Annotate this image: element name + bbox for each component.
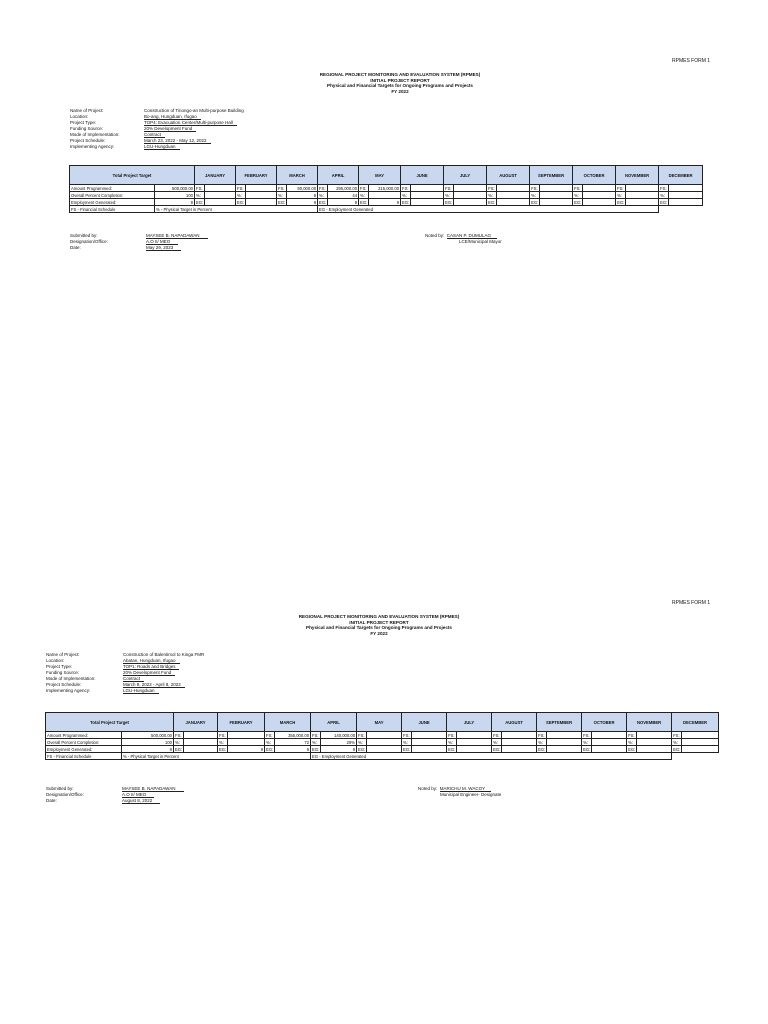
- table-row: Amount Programmed: 500,000.00 FS: FS: FS: 90,000.00 FS: 295,000.00 FS: 215,000.00 FS: FS: FS: FS: FS: FS: FS:: [70, 185, 703, 192]
- report-title: [260, 72, 540, 94]
- month-header: DECEMBER: [672, 713, 719, 732]
- info-row: Implementing Agency: LGU-Hungduan: [70, 144, 244, 150]
- targets-table: [45, 712, 719, 760]
- info-row: Project Schedule: March 9, 2022 - April 8, 2022: [46, 682, 204, 688]
- legend-eg: EG - Employment Generated: [311, 753, 672, 760]
- info-row: Funding Source: 20% Development Fund: [70, 126, 244, 132]
- info-row: Mode of Implementation: Contract: [70, 132, 244, 138]
- info-row: Mode of Implementation: Contract: [46, 676, 204, 682]
- month-header: NOVEMBER: [627, 713, 672, 732]
- title-line: INITIAL PROJECT REPORT: [370, 77, 430, 83]
- table-header-row: [70, 166, 703, 185]
- legend-fs: FS - Financial Schedule: [46, 753, 122, 760]
- month-header: OCTOBER: [582, 713, 627, 732]
- month-header: OCTOBER: [573, 166, 616, 185]
- month-header: APRIL: [311, 713, 357, 732]
- legend-pct: % - Physical Target in Percent: [155, 206, 318, 213]
- table-row: Overall Percent Completion: 100 %: %: %: 8 %: 44 %: %: %: %: %: %: %: %:: [70, 192, 703, 199]
- table-row: Employment Generated: 9 EG: EG: 9 EG: 9 EG: 9 EG: EG: EG: EG: EG: EG: EG: EG:: [46, 746, 719, 753]
- month-header: NOVEMBER: [616, 166, 659, 185]
- title-line: FY 2022: [391, 88, 409, 94]
- noted-name: MARICHU M. WACOY: [440, 786, 491, 792]
- project-info: [46, 652, 204, 694]
- title-line: INITIAL PROJECT REPORT: [349, 619, 409, 625]
- report-title: [240, 614, 518, 636]
- month-header: MAY: [357, 713, 402, 732]
- info-row: Funding Source: 20% Development Fund: [46, 670, 204, 676]
- month-header: FEBRUARY: [236, 166, 277, 185]
- title-line: Physical and Financial Targets for Ongoing Programs and Projects: [327, 83, 473, 88]
- info-row: Project Schedule: March 23, 2022 - May 12, 2022: [70, 138, 244, 144]
- info-row: Location: Abatan, Hungduan, Ifugao: [46, 658, 204, 664]
- month-header: MARCH: [277, 166, 318, 185]
- title-line: Physical and Financial Targets for Ongoing Programs and Projects: [306, 625, 452, 630]
- title-line: REGIONAL PROJECT MONITORING AND EVALUATION SYSTEM (RPMES): [319, 72, 481, 77]
- month-header: JANUARY: [174, 713, 218, 732]
- legend-row: [46, 753, 719, 760]
- noted-block: Noted by: CASAN P. DUMULAG LCE/Municipal Mayor: [425, 233, 502, 244]
- table-header-row: [46, 713, 719, 732]
- target-header: Total Project Target: [46, 713, 174, 732]
- month-header: JULY: [444, 166, 487, 185]
- form-number: RPMES FORM 1: [672, 600, 711, 606]
- legend-eg: EG - Employment Generated: [318, 206, 659, 213]
- target-header: Total Project Target: [70, 166, 195, 185]
- noted-title: Municipal Engineer- Designate: [440, 792, 502, 797]
- title-line: REGIONAL PROJECT MONITORING AND EVALUATION SYSTEM (RPMES): [298, 614, 460, 619]
- legend-pct: % - Physical Target in Percent: [122, 753, 311, 760]
- month-header: MARCH: [265, 713, 311, 732]
- month-header: AUGUST: [492, 713, 537, 732]
- info-row: Name of Project: Construction of Balentimol to Kinga FMR: [46, 652, 205, 657]
- legend-row: [70, 206, 703, 213]
- targets-table: [69, 165, 703, 213]
- title-line: FY 2022: [370, 630, 388, 636]
- month-header: FEBRUARY: [218, 713, 265, 732]
- submitted-block: Submitted by: MAYSEE B. NAPADAWAN Designation/Office: A.O II/ MEO Date: May 29, 2023: [70, 233, 208, 251]
- month-header: SEPTEMBER: [530, 166, 573, 185]
- table-row: Employment Generated: 9 EG: EG: EG: 9 EG: 9 EG: 9 EG: EG: EG: EG: EG: EG: EG:: [70, 199, 703, 206]
- table-row: Amount Programmed: 500,000.00 FS: FS: FS: 355,000.00 FS: 140,000.00 FS: FS: FS: FS: FS: FS: FS: FS:: [46, 732, 719, 739]
- month-header: JUNE: [401, 166, 444, 185]
- noted-name: CASAN P. DUMULAG: [447, 233, 497, 239]
- month-header: APRIL: [318, 166, 359, 185]
- month-header: MAY: [359, 166, 401, 185]
- month-header: JULY: [447, 713, 492, 732]
- info-row: Implementing Agency: LGU-Hungduan: [46, 688, 204, 694]
- table-row: Overall Percent Completion: 100 %: %: %: 72 %: 28% %: %: %: %: %: %: %: %:: [46, 739, 719, 746]
- legend-fs: FS - Financial Schedule: [70, 206, 155, 213]
- submitted-block: Submitted by: MAYSEE B. NAPADAWAN Designation/Office: A.O II/ MEO Date: August 8, 2022: [46, 786, 184, 804]
- project-info: [70, 108, 244, 150]
- info-row: Name of Project: Construction of Tinongo-an Multi-purpose Building: [70, 108, 244, 113]
- info-row: Location: Bo-ang, Hungduan, Ifugao: [70, 114, 244, 120]
- noted-title: LCE/Municipal Mayor: [459, 239, 502, 244]
- month-header: AUGUST: [487, 166, 530, 185]
- month-header: SEPTEMBER: [537, 713, 582, 732]
- month-header: JANUARY: [195, 166, 236, 185]
- info-row: Project Type: TOP4: Evacuation Center/Multi-purpose Hall: [70, 120, 244, 126]
- month-header: DECEMBER: [659, 166, 703, 185]
- info-row: Project Type: TOP1: Roads and Bridges: [46, 664, 204, 670]
- month-header: JUNE: [402, 713, 447, 732]
- form-number: RPMES FORM 1: [672, 58, 711, 64]
- noted-block: Noted by: MARICHU M. WACOY Municipal Engineer- Designate: [418, 786, 502, 797]
